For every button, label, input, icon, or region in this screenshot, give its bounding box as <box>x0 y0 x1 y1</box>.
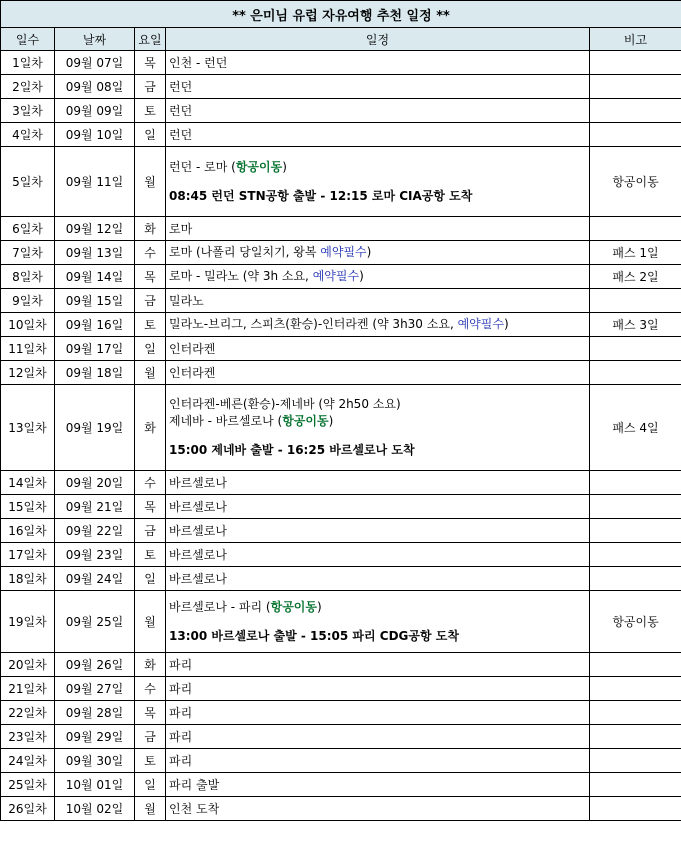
day-cell: 21일차 <box>1 677 55 701</box>
date-cell: 09월 20일 <box>55 471 135 495</box>
plan-cell: 바르셀로나 <box>166 519 590 543</box>
note-cell <box>590 567 681 591</box>
table-row <box>1 543 681 567</box>
header-row <box>1 28 681 51</box>
plan-highlight: 예약필수 <box>457 317 504 331</box>
note-cell <box>590 797 681 821</box>
weekday-cell: 목 <box>135 701 166 725</box>
plan-text: 밀라노-브리그, 스피츠(환승)-인터라켄 (약 3h30 소요, <box>169 317 458 331</box>
weekday-cell: 월 <box>135 361 166 385</box>
plan-text: 인터라켄-베른(환승)-제네바 (약 2h50 소요) <box>169 397 401 411</box>
note-cell <box>590 677 681 701</box>
day-cell: 22일차 <box>1 701 55 725</box>
day-cell: 2일차 <box>1 75 55 99</box>
date-cell: 09월 30일 <box>55 749 135 773</box>
plan-cell: 바르셀로나 <box>166 471 590 495</box>
date-cell: 09월 19일 <box>55 385 135 471</box>
weekday-cell: 목 <box>135 495 166 519</box>
weekday-cell: 금 <box>135 519 166 543</box>
plan-text: ) <box>366 245 372 259</box>
plan-cell: 런던 <box>166 123 590 147</box>
day-cell: 13일차 <box>1 385 55 471</box>
weekday-cell: 일 <box>135 773 166 797</box>
plan-cell: 인터라켄 <box>166 337 590 361</box>
day-cell: 9일차 <box>1 289 55 313</box>
plan-cell: 파리 <box>166 701 590 725</box>
table-row <box>1 725 681 749</box>
day-cell: 10일차 <box>1 313 55 337</box>
plan-highlight: 예약필수 <box>320 245 367 259</box>
header-day: 일수 <box>1 28 55 51</box>
plan-cell: 바르셀로나 <box>166 543 590 567</box>
day-cell: 3일차 <box>1 99 55 123</box>
plan-highlight: 항공이동 <box>282 414 329 428</box>
table-row <box>1 567 681 591</box>
note-cell <box>590 217 681 241</box>
table-row <box>1 749 681 773</box>
date-cell: 09월 24일 <box>55 567 135 591</box>
note-cell <box>590 773 681 797</box>
date-cell: 09월 10일 <box>55 123 135 147</box>
date-cell: 09월 15일 <box>55 289 135 313</box>
plan-text: 런던 - 로마 ( <box>169 159 236 174</box>
note-cell <box>590 289 681 313</box>
plan-cell: 인천 도착 <box>166 797 590 821</box>
date-cell: 09월 29일 <box>55 725 135 749</box>
table-row <box>1 701 681 725</box>
weekday-cell: 화 <box>135 653 166 677</box>
plan-cell: 밀라노 <box>166 289 590 313</box>
table-row <box>1 591 681 653</box>
page-title: ** 은미님 유럽 자유여행 추천 일정 ** <box>1 1 681 28</box>
header-date: 날짜 <box>55 28 135 51</box>
weekday-cell: 목 <box>135 265 166 289</box>
weekday-cell: 화 <box>135 217 166 241</box>
plan-highlight: 예약필수 <box>312 269 360 283</box>
day-cell: 16일차 <box>1 519 55 543</box>
day-cell: 8일차 <box>1 265 55 289</box>
day-cell: 19일차 <box>1 591 55 653</box>
date-cell: 09월 09일 <box>55 99 135 123</box>
plan-text: 제네바 - 바르셀로나 ( <box>169 414 283 428</box>
spacer <box>169 616 586 628</box>
weekday-cell: 월 <box>135 147 166 217</box>
date-cell: 09월 21일 <box>55 495 135 519</box>
date-cell: 09월 08일 <box>55 75 135 99</box>
plan-cell: 로마 <box>166 217 590 241</box>
weekday-cell: 화 <box>135 385 166 471</box>
table-row <box>1 147 681 217</box>
date-cell: 09월 11일 <box>55 147 135 217</box>
table-row <box>1 217 681 241</box>
header-plan: 일정 <box>166 28 590 51</box>
weekday-cell: 토 <box>135 99 166 123</box>
date-cell: 09월 18일 <box>55 361 135 385</box>
date-cell: 09월 22일 <box>55 519 135 543</box>
plan-cell: 런던 <box>166 99 590 123</box>
table-row <box>1 51 681 75</box>
table-row <box>1 265 681 289</box>
header-weekday: 요일 <box>135 28 166 51</box>
plan-cell: 런던 <box>166 75 590 99</box>
title-row <box>1 1 681 28</box>
plan-text: ) <box>316 599 322 614</box>
day-cell: 12일차 <box>1 361 55 385</box>
day-cell: 23일차 <box>1 725 55 749</box>
note-cell <box>590 75 681 99</box>
note-cell <box>590 99 681 123</box>
plan-text: ) <box>328 414 334 428</box>
date-cell: 09월 25일 <box>55 591 135 653</box>
note-cell <box>590 519 681 543</box>
weekday-cell: 일 <box>135 567 166 591</box>
table-row <box>1 361 681 385</box>
table-row <box>1 313 681 337</box>
weekday-cell: 수 <box>135 471 166 495</box>
weekday-cell: 일 <box>135 337 166 361</box>
table-row <box>1 773 681 797</box>
plan-text: 로마 (나폴리 당일치기, 왕복 <box>169 245 321 259</box>
table-row <box>1 519 681 543</box>
day-cell: 24일차 <box>1 749 55 773</box>
day-cell: 11일차 <box>1 337 55 361</box>
plan-cell: 인천 - 런던 <box>166 51 590 75</box>
spacer <box>169 176 586 188</box>
day-cell: 7일차 <box>1 241 55 265</box>
weekday-cell: 일 <box>135 123 166 147</box>
day-cell: 1일차 <box>1 51 55 75</box>
note-cell <box>590 51 681 75</box>
flight-detail: 13:00 바르셀로나 출발 - 15:05 파리 CDG공항 도착 <box>169 628 459 643</box>
header-note: 비고 <box>590 28 681 51</box>
plan-line <box>169 159 586 176</box>
note-cell <box>590 653 681 677</box>
note-cell: 패스 4일 <box>590 385 681 471</box>
plan-line <box>169 413 586 430</box>
note-cell <box>590 337 681 361</box>
note-cell <box>590 495 681 519</box>
plan-cell: 파리 <box>166 653 590 677</box>
plan-line <box>169 396 586 413</box>
plan-line <box>169 268 586 285</box>
weekday-cell: 토 <box>135 543 166 567</box>
note-cell <box>590 471 681 495</box>
day-cell: 20일차 <box>1 653 55 677</box>
plan-cell: 파리 출발 <box>166 773 590 797</box>
plan-text: ) <box>359 269 364 283</box>
date-cell: 09월 26일 <box>55 653 135 677</box>
flight-detail: 08:45 런던 STN공항 출발 - 12:15 로마 CIA공항 도착 <box>169 188 473 203</box>
plan-line <box>169 316 586 333</box>
plan-cell: 파리 <box>166 749 590 773</box>
table-row <box>1 677 681 701</box>
plan-cell <box>166 591 590 653</box>
table-row <box>1 123 681 147</box>
note-cell <box>590 543 681 567</box>
plan-text: 바르셀로나 - 파리 ( <box>169 599 271 614</box>
plan-highlight: 항공이동 <box>270 599 317 614</box>
note-cell <box>590 749 681 773</box>
day-cell: 17일차 <box>1 543 55 567</box>
table-row <box>1 653 681 677</box>
weekday-cell: 토 <box>135 313 166 337</box>
table-row <box>1 337 681 361</box>
note-cell: 패스 1일 <box>590 241 681 265</box>
day-cell: 15일차 <box>1 495 55 519</box>
weekday-cell: 월 <box>135 797 166 821</box>
date-cell: 09월 14일 <box>55 265 135 289</box>
weekday-cell: 목 <box>135 51 166 75</box>
table-row <box>1 495 681 519</box>
plan-cell <box>166 313 590 337</box>
weekday-cell: 금 <box>135 725 166 749</box>
note-cell: 항공이동 <box>590 591 681 653</box>
date-cell: 09월 12일 <box>55 217 135 241</box>
flight-detail: 15:00 제네바 출발 - 16:25 바르셀로나 도착 <box>169 443 415 457</box>
date-cell: 10월 02일 <box>55 797 135 821</box>
spacer <box>169 430 586 442</box>
weekday-cell: 수 <box>135 677 166 701</box>
plan-cell <box>166 385 590 471</box>
note-cell: 항공이동 <box>590 147 681 217</box>
day-cell: 6일차 <box>1 217 55 241</box>
plan-text: ) <box>282 159 287 174</box>
weekday-cell: 수 <box>135 241 166 265</box>
weekday-cell: 금 <box>135 289 166 313</box>
plan-cell: 파리 <box>166 677 590 701</box>
day-cell: 18일차 <box>1 567 55 591</box>
weekday-cell: 월 <box>135 591 166 653</box>
date-cell: 09월 23일 <box>55 543 135 567</box>
date-cell: 09월 17일 <box>55 337 135 361</box>
date-cell: 09월 27일 <box>55 677 135 701</box>
plan-cell: 파리 <box>166 725 590 749</box>
table-row <box>1 471 681 495</box>
table-row <box>1 241 681 265</box>
date-cell: 10월 01일 <box>55 773 135 797</box>
plan-cell: 바르셀로나 <box>166 495 590 519</box>
day-cell: 14일차 <box>1 471 55 495</box>
date-cell: 09월 13일 <box>55 241 135 265</box>
note-cell <box>590 123 681 147</box>
weekday-cell: 금 <box>135 75 166 99</box>
plan-line <box>169 599 586 616</box>
note-cell: 패스 3일 <box>590 313 681 337</box>
table-row <box>1 75 681 99</box>
plan-text: ) <box>503 317 509 331</box>
date-cell: 09월 07일 <box>55 51 135 75</box>
day-cell: 4일차 <box>1 123 55 147</box>
plan-line <box>169 244 586 261</box>
day-cell: 5일차 <box>1 147 55 217</box>
plan-cell <box>166 241 590 265</box>
day-cell: 26일차 <box>1 797 55 821</box>
plan-cell <box>166 147 590 217</box>
plan-highlight: 항공이동 <box>235 159 283 174</box>
table-row <box>1 797 681 821</box>
note-cell <box>590 725 681 749</box>
weekday-cell: 토 <box>135 749 166 773</box>
table-row <box>1 289 681 313</box>
plan-text: 로마 - 밀라노 (약 3h 소요, <box>169 269 313 283</box>
day-cell: 25일차 <box>1 773 55 797</box>
table-row <box>1 385 681 471</box>
note-cell <box>590 701 681 725</box>
date-cell: 09월 16일 <box>55 313 135 337</box>
date-cell: 09월 28일 <box>55 701 135 725</box>
plan-cell <box>166 265 590 289</box>
table-row <box>1 99 681 123</box>
plan-cell: 바르셀로나 <box>166 567 590 591</box>
note-cell <box>590 361 681 385</box>
note-cell: 패스 2일 <box>590 265 681 289</box>
plan-cell: 인터라켄 <box>166 361 590 385</box>
